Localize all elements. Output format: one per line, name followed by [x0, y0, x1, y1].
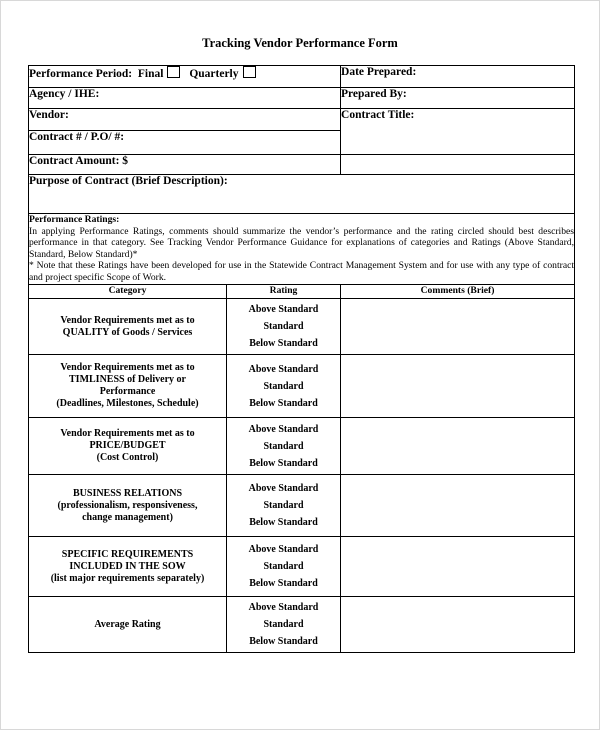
comments-field[interactable]: [341, 597, 575, 653]
table-header-row: [29, 285, 575, 299]
purpose-field[interactable]: [29, 175, 575, 214]
rating-options: [227, 597, 341, 653]
category-line: INCLUDED IN THE SOW: [69, 560, 186, 572]
category-line: Vendor Requirements met as to: [60, 314, 195, 326]
ratings-heading: Performance Ratings:: [29, 214, 120, 225]
quarterly-checkbox[interactable]: [243, 66, 256, 78]
category-specific-requirements: [29, 537, 227, 597]
rating-options: [227, 475, 341, 537]
rating-above-standard[interactable]: Above Standard: [248, 304, 319, 315]
rating-above-standard[interactable]: Above Standard: [248, 602, 319, 613]
category-line: (Deadlines, Milestones, Schedule): [56, 398, 199, 409]
rating-below-standard[interactable]: Below Standard: [249, 457, 318, 469]
rating-options: [227, 299, 341, 355]
table-row: [29, 537, 575, 597]
contract-title-label: Contract Title:: [341, 109, 415, 121]
category-timeliness: [29, 355, 227, 418]
category-line: Vendor Requirements met as to: [60, 428, 195, 439]
rating-standard[interactable]: Standard: [263, 380, 304, 392]
comments-field[interactable]: [341, 355, 575, 418]
final-checkbox[interactable]: [167, 66, 180, 78]
rating-standard[interactable]: Standard: [263, 321, 304, 332]
rating-above-standard[interactable]: Above Standard: [248, 363, 319, 375]
category-line: BUSINESS RELATIONS: [72, 487, 183, 499]
vendor-field[interactable]: [29, 109, 341, 131]
category-line: TIMLINESS of Delivery or: [69, 374, 186, 385]
category-quality: [29, 299, 227, 355]
rating-standard[interactable]: Standard: [263, 561, 304, 572]
contract-po-label: Contract # / P.O/ #:: [29, 131, 125, 143]
header-rating: Rating: [227, 285, 341, 299]
rating-above-standard[interactable]: Above Standard: [248, 544, 319, 555]
ratings-footnote: * Note that these Ratings have been developed for use in the Statewide Contract Management System and for use with any type of contract and project specific Scope of Work.: [29, 260, 575, 283]
category-line: (list major requirements separately): [50, 572, 205, 584]
contract-amount-label: Contract Amount: $: [29, 155, 129, 167]
rating-standard[interactable]: Standard: [263, 440, 304, 452]
category-line: (Cost Control): [96, 452, 159, 463]
contract-amount-blank[interactable]: [341, 155, 575, 175]
comments-field[interactable]: [341, 299, 575, 355]
prepared-by-label: Prepared By:: [341, 88, 407, 100]
agency-field[interactable]: [29, 88, 341, 109]
comments-field[interactable]: [341, 418, 575, 475]
category-line: Performance: [99, 386, 156, 397]
rating-below-standard[interactable]: Below Standard: [249, 578, 318, 589]
table-row: [29, 475, 575, 537]
form-title: Tracking Vendor Performance Form: [202, 36, 398, 50]
comments-field[interactable]: [341, 537, 575, 597]
contract-amount-field[interactable]: [29, 155, 341, 175]
comments-field[interactable]: [341, 475, 575, 537]
category-line: Vendor Requirements met as to: [60, 362, 195, 373]
rating-below-standard[interactable]: Below Standard: [249, 397, 318, 409]
vendor-performance-form: [28, 65, 575, 653]
table-row: [29, 597, 575, 653]
category-price-budget: [29, 418, 227, 475]
category-business-relations: [29, 475, 227, 537]
date-prepared-label: Date Prepared:: [341, 66, 417, 78]
rating-options: [227, 355, 341, 418]
category-average-rating: [29, 597, 227, 653]
contract-title-field[interactable]: [341, 109, 575, 155]
header-comments: Comments (Brief): [341, 285, 575, 299]
rating-above-standard[interactable]: Above Standard: [248, 423, 319, 435]
performance-period-label: Performance Period:: [29, 68, 133, 80]
header-category: Category: [29, 285, 227, 299]
rating-standard[interactable]: Standard: [263, 500, 304, 511]
category-line: change management): [82, 511, 173, 523]
table-row: [29, 299, 575, 355]
prepared-by-field[interactable]: [341, 88, 575, 109]
agency-label: Agency / IHE:: [29, 88, 100, 100]
rating-options: [227, 418, 341, 475]
rating-standard[interactable]: Standard: [263, 619, 304, 630]
category-line: Average Rating: [94, 618, 161, 630]
rating-above-standard[interactable]: Above Standard: [248, 483, 319, 494]
rating-below-standard[interactable]: Below Standard: [249, 517, 318, 528]
table-row: [29, 355, 575, 418]
contract-po-field[interactable]: [29, 131, 341, 155]
rating-options: [227, 537, 341, 597]
ratings-instructions: In applying Performance Ratings, comments should summarize the vendor’s performance and the rating circled should best describes performance in that category. See Tracking Vendor Performance Guidance for explanations of categories and Ratings (Above Standard, Standard, Below Standard)*: [29, 225, 575, 260]
category-line: SPECIFIC REQUIREMENTS: [61, 548, 194, 560]
performance-period-cell: [29, 66, 341, 88]
date-prepared-field[interactable]: [341, 66, 575, 88]
rating-below-standard[interactable]: Below Standard: [249, 636, 318, 647]
final-label: Final: [137, 68, 164, 80]
rating-below-standard[interactable]: Below Standard: [249, 338, 318, 349]
category-line: PRICE/BUDGET: [89, 440, 166, 451]
performance-ratings-notes: [29, 214, 575, 285]
quarterly-label: Quarterly: [189, 68, 239, 80]
purpose-label: Purpose of Contract (Brief Description):: [29, 175, 228, 187]
table-row: [29, 418, 575, 475]
category-line: QUALITY of Goods / Services: [62, 326, 193, 338]
category-line: (professionalism, responsiveness,: [57, 499, 198, 511]
vendor-label: Vendor:: [29, 109, 69, 121]
